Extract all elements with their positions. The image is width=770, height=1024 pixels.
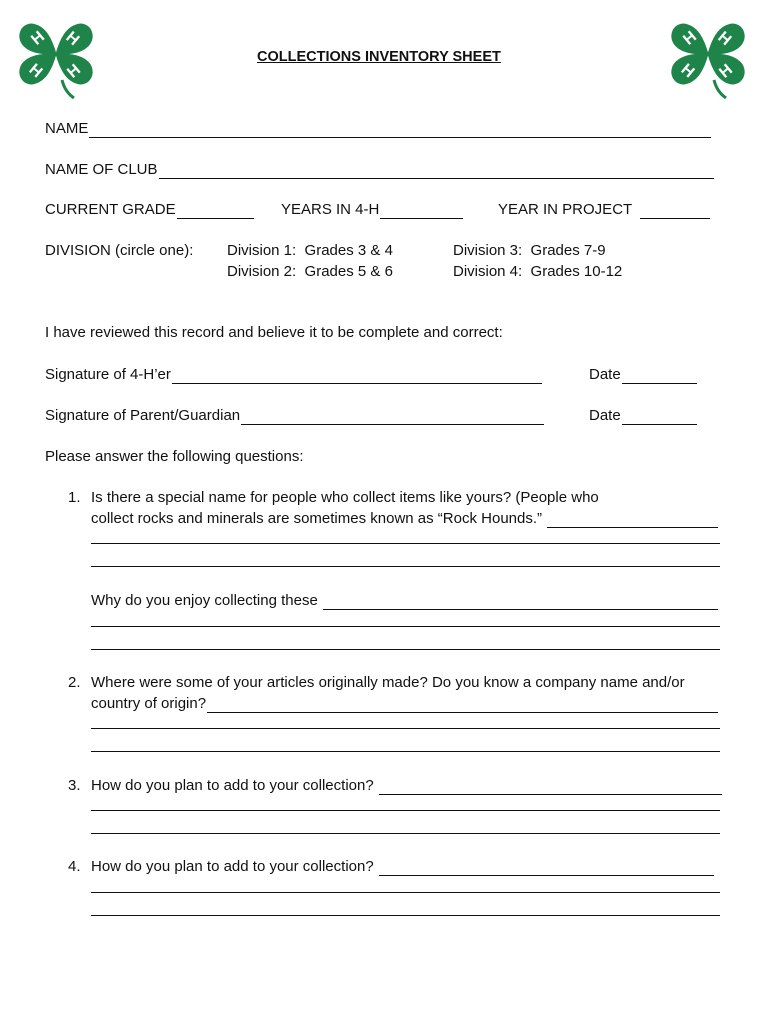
svg-text:H: H (716, 61, 737, 82)
division-option-3[interactable]: Division 3: Grades 7-9 (453, 242, 606, 259)
club-line[interactable] (159, 165, 714, 179)
question-answer-field[interactable] (91, 777, 722, 795)
member-date-field[interactable] (589, 366, 697, 384)
answer-line[interactable] (91, 892, 720, 893)
parent-signature-label: Signature of Parent/Guardian (45, 407, 241, 424)
question-number: 2. (68, 674, 81, 691)
certification-statement: I have reviewed this record and believe it to be complete and correct: (45, 324, 503, 341)
answer-line[interactable] (207, 699, 718, 713)
grade-label: CURRENT GRADE (45, 201, 176, 218)
answer-line[interactable] (91, 566, 720, 567)
parent-date-line[interactable] (622, 411, 697, 425)
svg-text:H: H (64, 61, 85, 82)
question-answer-field[interactable] (91, 858, 714, 876)
years-field[interactable] (281, 201, 463, 219)
year-project-label: YEAR IN PROJECT (498, 201, 633, 218)
4h-clover-logo-left (12, 10, 100, 102)
question-text: Why do you enjoy collecting these (91, 592, 322, 609)
question-text: country of origin? (91, 695, 207, 712)
question-answer-field[interactable] (91, 592, 718, 610)
question-number: 4. (68, 858, 81, 875)
question-text: How do you plan to add to your collection? (91, 777, 378, 794)
svg-text:H: H (677, 60, 698, 82)
answer-line[interactable] (379, 781, 722, 795)
answer-line[interactable] (379, 862, 714, 876)
name-label: NAME (45, 120, 89, 137)
question-answer-field[interactable] (91, 695, 718, 713)
member-date-line[interactable] (622, 370, 697, 384)
question-text: Is there a special name for people who collect items like yours? (People who (91, 489, 599, 506)
year-project-line[interactable] (640, 205, 710, 219)
question-text: Where were some of your articles originally made? Do you know a company name and/or (91, 674, 685, 691)
club-label: NAME OF CLUB (45, 161, 158, 178)
answer-line[interactable] (91, 810, 720, 811)
answer-line[interactable] (91, 649, 720, 650)
division-option-1[interactable]: Division 1: Grades 3 & 4 (227, 242, 393, 259)
division-label: DIVISION (circle one): (45, 242, 194, 259)
parent-date-label: Date (589, 407, 621, 424)
page-title: COLLECTIONS INVENTORY SHEET (257, 49, 501, 65)
member-date-label: Date (589, 366, 621, 383)
svg-text:H: H (680, 28, 701, 49)
answer-line[interactable] (91, 626, 720, 627)
svg-text:H: H (25, 60, 46, 82)
question-number: 1. (68, 489, 81, 506)
division-option-4[interactable]: Division 4: Grades 10-12 (453, 263, 623, 280)
question-text: How do you plan to add to your collection? (91, 858, 378, 875)
question-number: 3. (68, 777, 81, 794)
grade-line[interactable] (177, 205, 254, 219)
answer-line[interactable] (547, 514, 718, 528)
member-signature-line[interactable] (172, 370, 542, 384)
parent-signature-line[interactable] (241, 411, 544, 425)
member-signature-label: Signature of 4-H’er (45, 366, 171, 383)
answer-line[interactable] (91, 751, 720, 752)
questions-intro: Please answer the following questions: (45, 448, 304, 465)
years-line[interactable] (380, 205, 463, 219)
answer-line[interactable] (91, 833, 720, 834)
year-project-field[interactable] (498, 201, 710, 219)
svg-text:H: H (62, 28, 83, 50)
answer-line[interactable] (91, 543, 720, 544)
answer-line[interactable] (323, 596, 718, 610)
years-label: YEARS IN 4-H (281, 201, 380, 218)
4h-clover-logo-right (664, 10, 752, 102)
parent-date-field[interactable] (589, 407, 697, 425)
svg-text:H: H (714, 28, 735, 50)
question-text: collect rocks and minerals are sometimes known as “Rock Hounds.” (91, 510, 547, 527)
grade-field[interactable] (45, 201, 254, 219)
name-field[interactable] (45, 120, 711, 138)
question-answer-field[interactable] (91, 510, 718, 528)
division-option-2[interactable]: Division 2: Grades 5 & 6 (227, 263, 393, 280)
parent-signature-field[interactable] (45, 407, 544, 425)
member-signature-field[interactable] (45, 366, 542, 384)
name-line[interactable] (89, 124, 711, 138)
answer-line[interactable] (91, 915, 720, 916)
club-field[interactable] (45, 161, 714, 179)
answer-line[interactable] (91, 728, 720, 729)
svg-text:H: H (28, 28, 49, 49)
